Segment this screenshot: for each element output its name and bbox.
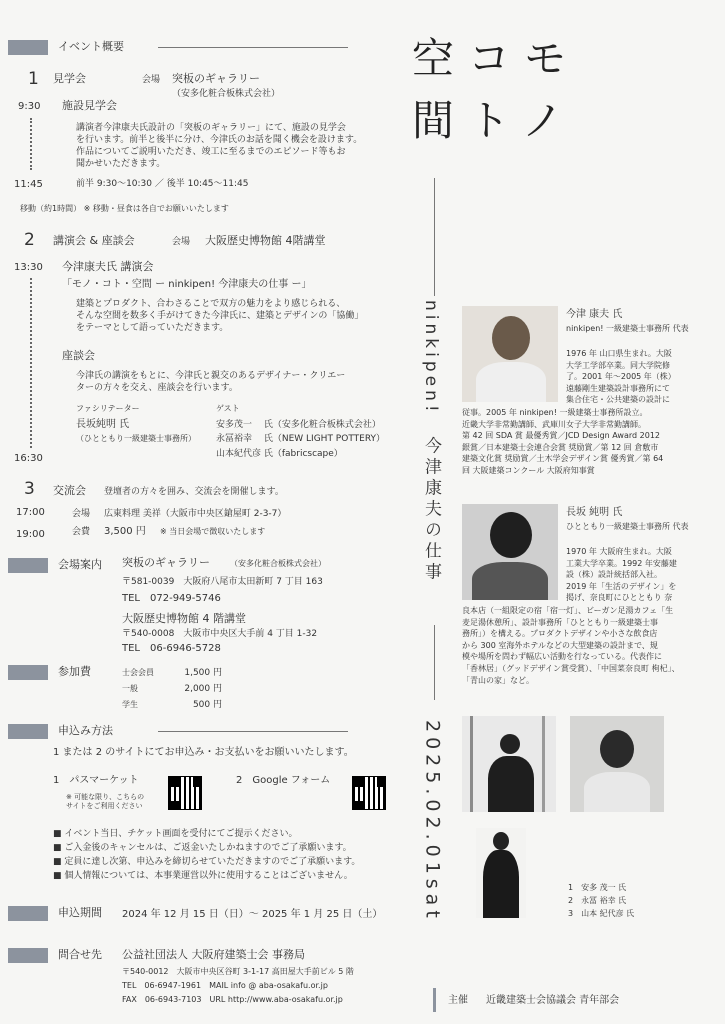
part1-description [76, 122, 396, 171]
venue1-name: 突板のギャラリー [122, 556, 210, 569]
timeline-dots [30, 278, 32, 448]
apply-notes [53, 828, 360, 884]
fee-table [122, 666, 222, 713]
contact-org: 公益社団法人 大阪府建築士会 事務局 [122, 948, 305, 961]
vertical-subtitle: ninkipen! 今津康夫の仕事 [420, 300, 441, 584]
facilitator-org: （ひとともり一級建築士事務所） [76, 434, 196, 443]
facilitator-name: 長坂純明 氏 [76, 419, 130, 430]
venue2-tel: TEL 06-6946-5728 [122, 643, 221, 654]
vertical-date: 2025.02.01sat [421, 720, 444, 923]
part1-title: 見学会 [53, 72, 86, 85]
divider [158, 731, 348, 732]
section-title: イベント概要 [58, 40, 124, 53]
section-bar [8, 665, 48, 680]
speaker2-photo [462, 504, 558, 600]
section-bar [8, 558, 48, 573]
section-bar [8, 906, 48, 921]
facilitator-label: ファシリテーター [76, 404, 140, 413]
section-bar [8, 948, 48, 963]
guest3-photo [476, 828, 526, 918]
part3-venue: 広東料理 美祥（大阪市中央区鎗屋町 2-3-7） [104, 509, 287, 519]
part2-venue: 大阪歴史博物館 4階講堂 [205, 234, 326, 247]
section-title: 申込み方法 [58, 724, 113, 737]
part3-number: 3 [24, 479, 35, 499]
contact-tel-mail: TEL 06-6947-1961 MAIL info @ aba-osakafu.or.jp [122, 981, 328, 990]
section-title: 申込期間 [58, 906, 102, 919]
main-title-line1: 空コモ [412, 34, 581, 83]
part2-time-start: 13:30 [14, 262, 43, 273]
lecture-theme: 「モノ・コト・空間 ー ninkipen! 今津康夫の仕事 ー」 [62, 279, 312, 290]
desc-line: 作品についてご説明いただき、竣工に至るまでのエピソード等もお [76, 147, 346, 158]
part2-venue-label: 会場 [172, 237, 191, 247]
move-note: 移動（約1時間） ※ 移動・昼食は各自でお願いいたします [20, 204, 229, 213]
desc-line: ターの方々を交え、座談会を行います。 [76, 383, 238, 394]
part3-description: 登壇者の方々を囲み、交流会を開催します。 [104, 487, 284, 497]
qr-code-peatix[interactable] [168, 776, 202, 810]
guest1-photo [462, 716, 556, 812]
speaker2-bio-bottom: 良本店（一組限定の宿「宿一灯」、ビーガン足湯カフェ「生 麦足湯休憩所」、設計事務所「ひとともり一級建築士事 務所」）を構える。プロダクトデザインや小さな飲食店 から 300 室海外ホテルなどの大型建築の設計まで、規 模や場所を問わず幅広い活動を行なっている。代表作に 「香林居」（グッドデザイン賞受賞）、「中国菜奈良町 枸杞」、 「青山の家」など。 [462, 606, 680, 685]
guest-label: ゲスト [216, 404, 240, 413]
venue1-tel: TEL 072-949-5746 [122, 593, 221, 604]
guest-item: 永冨裕幸 氏（NEW LIGHT POTTERY） [216, 434, 386, 445]
part1-number: 1 [28, 69, 39, 89]
speaker1-photo [462, 306, 558, 402]
main-title-line2: 間トノ [412, 96, 578, 145]
note-item: ■ 定員に達し次第、申込みを締切らせていただきますのでご了承願います。 [53, 856, 361, 867]
venue1-sub: （安多化粧合板株式会社） [230, 559, 326, 568]
desc-line: 今津氏の講演をもとに、今津氏と親交のあるデザイナー・クリエー [76, 371, 346, 381]
part1-venue: 突板のギャラリー [172, 72, 260, 85]
timeline-dots [30, 118, 32, 170]
part1-time-start: 9:30 [18, 101, 41, 112]
note-item: ■ イベント当日、チケット画面を受付にてご提示ください。 [53, 829, 298, 839]
guest-list [216, 418, 385, 461]
part2-time-end: 16:30 [14, 453, 43, 464]
desc-line: そんな空間を数多く手がけてきた今津氏に、建築とデザインの「協働」 [76, 311, 364, 322]
guest-item: 安多茂一 氏（安多化粧合板株式会社） [216, 420, 381, 430]
contact-address: 〒540-0012 大阪市中央区谷町 3-1-17 高田屋大手前ビル 5 階 [122, 967, 354, 976]
speaker1-bio-bottom: 従事。2005 年 ninkipen! 一級建築士事務所設立。 近畿大学非常勤講師、武庫川女子大学非常勤講師。 第 42 回 SDA 賞 最優秀賞／JCD Design Award 2012 銀賞／日本建築士会連合会賞 奨励賞／第 12 回 倉敷市 建築文化賞 奨励賞／土木学会デザイン賞 優秀賞／第 64 回 大阪建築コンクール 大阪府知事賞 [462, 408, 664, 475]
discussion-title: 座談会 [62, 349, 95, 362]
speaker1-org: ninkipen! 一級建築士事務所 代表 [566, 324, 689, 333]
speaker1-bio-top: 1976 年 山口県生まれ。大阪 大学工学部卒業。同大学院修 了。2001 年〜2005 年（株） 遠藤剛生建築設計事務所にて 集合住宅・公共建築の設計に [566, 349, 676, 405]
guest-item: 山本紀代彦 氏（fabricscape） [216, 448, 343, 459]
part3-venue-label: 会場 [72, 509, 91, 519]
note-item: ■ ご入金後のキャンセルは、ご返金いたしかねますのでご了承願います。 [53, 842, 352, 853]
speaker1-name: 今津 康夫 氏 [566, 309, 623, 320]
guest-photo-captions: 1 安多 茂一 氏 2 永冨 裕幸 氏 3 山本 紀代彦 氏 [568, 883, 635, 918]
part1-time-end: 11:45 [14, 179, 43, 190]
desc-line: 建築とプロダクト、合わさることで双方の魅力をより感じられる、 [76, 299, 346, 309]
desc-line: を行います。前半と後半に分け、今津氏のお話を聞く機会を設けます。 [76, 135, 363, 146]
section-header-overview [8, 40, 348, 55]
fee-row: 士会会員 1,500 円 [122, 668, 222, 678]
lecture-description [76, 298, 396, 334]
part3-title: 交流会 [53, 484, 86, 497]
venue2-address: 〒540-0008 大阪市中央区大手前 4 丁目 1-32 [122, 629, 318, 639]
note-item: ■ 個人情報については、本事業運営以外に使用することはございません。 [53, 870, 353, 881]
speaker2-name: 長坂 純明 氏 [566, 507, 623, 518]
period-dates: 2024 年 12 月 15 日（日）〜 2025 年 1 月 25 日（土） [122, 909, 383, 920]
guest2-photo [570, 716, 664, 812]
part1-sessions: 前半 9:30〜10:30 ／ 後半 10:45〜11:45 [76, 179, 249, 189]
host-name: 近畿建築士会協議会 青年部会 [486, 995, 620, 1006]
host-label: 主催 [448, 995, 468, 1006]
google-form-label[interactable]: 2 Google フォーム [236, 775, 331, 786]
part3-fee: 3,500 円 [104, 526, 146, 537]
speaker2-org: ひとともり一級建築士事務所 代表 [566, 522, 689, 531]
discussion-description [76, 370, 396, 394]
section-title: 会場案内 [58, 558, 102, 571]
fee-row: 学生 500 円 [122, 699, 222, 710]
part1-venue-sub: （安多化粧合板株式会社） [172, 89, 281, 99]
apply-instruction: 1 または 2 のサイトにてお申込み・お支払いをお願いいたします。 [53, 747, 354, 758]
divider [158, 47, 348, 48]
vertical-rule [434, 178, 435, 296]
peatix-note: ※ 可能な限り、こちらの サイトをご利用ください [66, 793, 145, 811]
section-bar [8, 40, 48, 55]
host-bar [433, 988, 436, 1012]
part1-venue-label: 会場 [142, 75, 161, 85]
speaker2-bio-top: 1970 年 大阪府生まれ。大阪 工業大学卒業。1992 年安藤建 設（株）設計統括部入社。 2019 年「生活のデザイン」を 掲げ、奈良町にひとともり 奈 [566, 547, 677, 603]
venue2-name: 大阪歴史博物館 4 階講堂 [122, 612, 246, 625]
peatix-label[interactable]: 1 パスマーケット [53, 775, 139, 786]
part3-fee-label: 会費 [72, 527, 91, 537]
desc-line: 講演者今津康夫氏設計の「突板のギャラリー」にて、施設の見学会 [76, 123, 346, 133]
venue1-address: 〒581-0039 大阪府八尾市太田新町 7 丁目 163 [122, 577, 323, 587]
section-title: 問合せ先 [58, 948, 102, 961]
desc-line: をテーマとして語っていただきます。 [76, 323, 229, 334]
lecture-title: 今津康夫氏 講演会 [62, 260, 154, 273]
desc-line: 聞かせいただきます。 [76, 159, 166, 170]
part2-number: 2 [24, 230, 35, 250]
section-bar [8, 724, 48, 739]
section-title: 参加費 [58, 665, 91, 678]
vertical-rule [434, 625, 435, 700]
part3-time-start: 17:00 [16, 507, 45, 518]
part3-time-end: 19:00 [16, 529, 45, 540]
fee-row: 一般 2,000 円 [122, 683, 222, 694]
part2-title: 講演会 & 座談会 [53, 234, 135, 247]
section-header-apply [8, 724, 348, 739]
qr-code-google-form[interactable] [352, 776, 386, 810]
part3-fee-note: ※ 当日会場で徴収いたします [160, 527, 266, 536]
contact-fax-url: FAX 06-6943-7103 URL http://www.aba-osakafu.or.jp [122, 995, 343, 1004]
part1-subtitle: 施設見学会 [62, 99, 117, 112]
